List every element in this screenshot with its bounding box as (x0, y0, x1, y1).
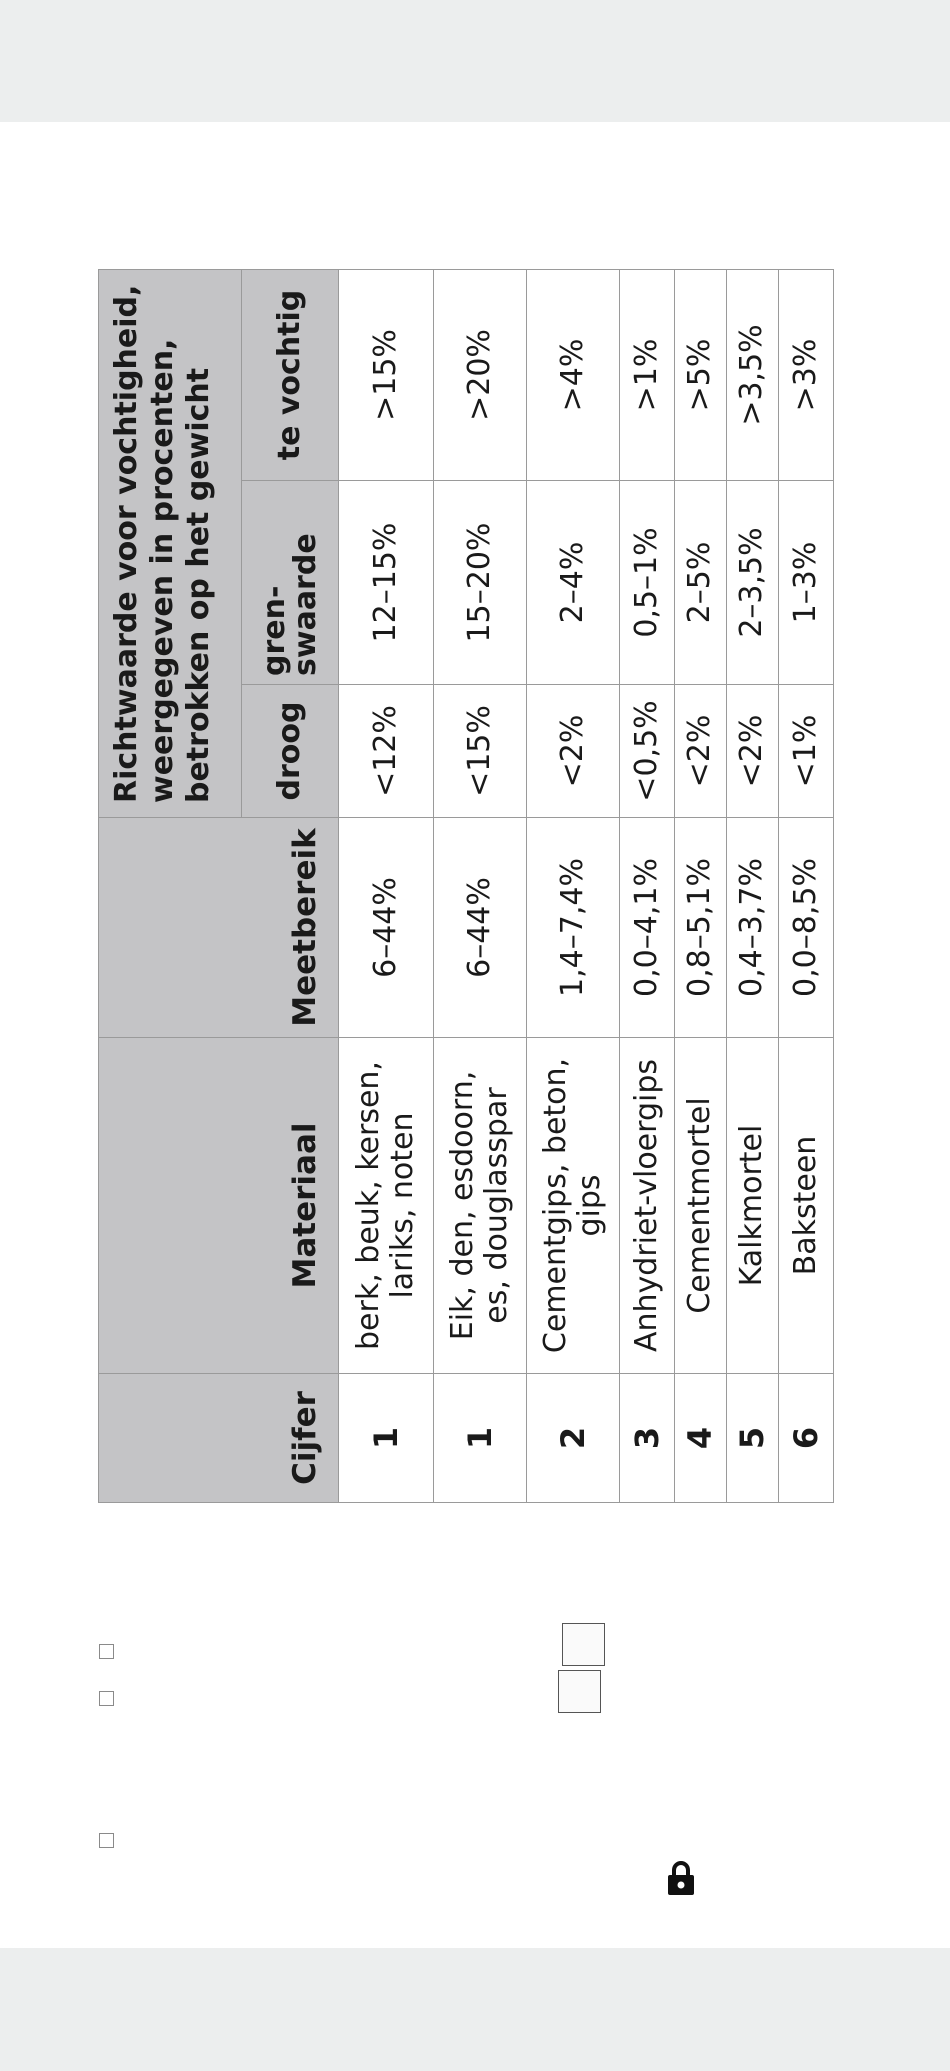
row-te-vochtig: >3,5% (727, 269, 779, 480)
table-row (620, 269, 675, 1502)
row-droog: <12% (339, 685, 434, 818)
row-te-vochtig: >15% (339, 269, 434, 480)
row-meetbereik: 1,4–7,4% (527, 818, 620, 1038)
row-cijfer: 3 (620, 1374, 675, 1503)
row-grenswaarde: 2–4% (527, 481, 620, 685)
row-cijfer: 5 (727, 1374, 779, 1503)
header-grenswaarde: gren- swaarde (242, 481, 339, 685)
row-te-vochtig: >20% (434, 269, 527, 480)
table-row (675, 269, 727, 1502)
header-te-vochtig: te vochtig (242, 269, 339, 480)
row-meetbereik: 0,0–8,5% (779, 818, 834, 1038)
header-droog: droog (242, 685, 339, 818)
header-materiaal: Materiaal (99, 1038, 339, 1374)
row-meetbereik: 0,4–3,7% (727, 818, 779, 1038)
row-grenswaarde: 0,5–1% (620, 481, 675, 685)
row-grenswaarde: 2–3,5% (727, 481, 779, 685)
document-page (0, 122, 950, 1948)
row-droog: <2% (675, 685, 727, 818)
row-te-vochtig: >1% (620, 269, 675, 480)
row-cijfer: 4 (675, 1374, 727, 1503)
row-grenswaarde: 15–20% (434, 481, 527, 685)
row-cijfer: 6 (779, 1374, 834, 1503)
row-te-vochtig: >5% (675, 269, 727, 480)
row-cijfer: 1 (339, 1374, 434, 1503)
row-cijfer: 1 (434, 1374, 527, 1503)
row-te-vochtig: >3% (779, 269, 834, 480)
moisture-table-container (98, 270, 950, 1485)
moisture-reference-table (98, 269, 834, 1503)
table-row (779, 269, 834, 1502)
row-meetbereik: 6–44% (434, 818, 527, 1038)
row-materiaal: Cementmortel (675, 1038, 727, 1374)
checkbox-icon[interactable] (99, 1644, 114, 1659)
table-row (727, 269, 779, 1502)
header-meetbereik: Meetbereik (99, 818, 339, 1038)
row-droog: <1% (779, 685, 834, 818)
row-te-vochtig: >4% (527, 269, 620, 480)
checkbox-large-icon[interactable] (558, 1670, 601, 1713)
row-grenswaarde: 12–15% (339, 481, 434, 685)
row-grenswaarde: 2–5% (675, 481, 727, 685)
row-materiaal: Baksteen (779, 1038, 834, 1374)
checkbox-large-icon[interactable] (562, 1623, 605, 1666)
table-row (527, 269, 620, 1502)
row-materiaal: Anhydriet-vloergips (620, 1038, 675, 1374)
row-materiaal: berk, beuk, kersen, lariks, noten (339, 1038, 434, 1374)
row-meetbereik: 6–44% (339, 818, 434, 1038)
table-row (434, 269, 527, 1502)
row-droog: <15% (434, 685, 527, 818)
checkbox-icon[interactable] (99, 1691, 114, 1706)
row-materiaal: Cementgips, beton, gips (527, 1038, 620, 1374)
row-droog: <0,5% (620, 685, 675, 818)
row-cijfer: 2 (527, 1374, 620, 1503)
row-materiaal: Kalkmortel (727, 1038, 779, 1374)
row-materiaal: Eik, den, esdoorn, es, douglasspar (434, 1038, 527, 1374)
row-meetbereik: 0,0–4,1% (620, 818, 675, 1038)
table-row (339, 269, 434, 1502)
row-droog: <2% (527, 685, 620, 818)
row-meetbereik: 0,8–5,1% (675, 818, 727, 1038)
lock-icon (666, 1860, 696, 1896)
header-cijfer: Cijfer (99, 1374, 339, 1503)
header-richtwaarde: Richtwaarde voor vochtigheid, weergegeven in procenten, betrokken op het gewicht (99, 269, 242, 817)
row-grenswaarde: 1–3% (779, 481, 834, 685)
row-droog: <2% (727, 685, 779, 818)
checkbox-icon[interactable] (99, 1833, 114, 1848)
